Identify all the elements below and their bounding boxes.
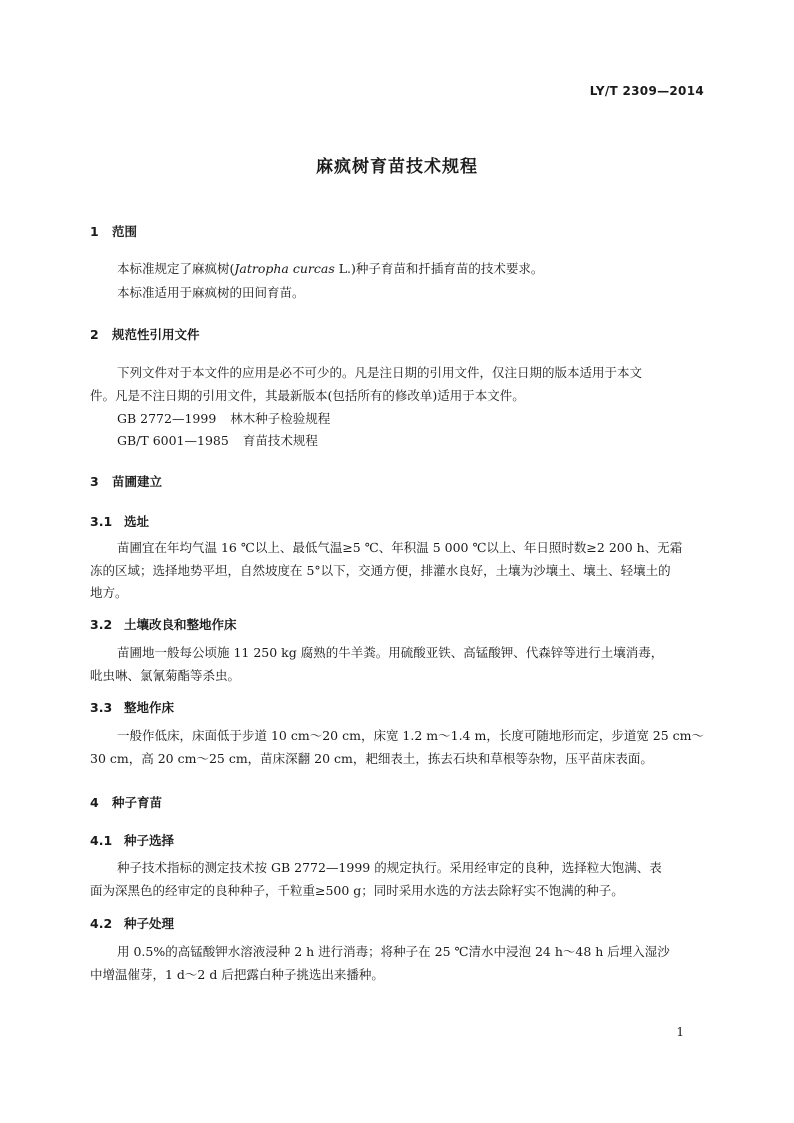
bed-preparation-paragraph: 一般作低床，床面低于步道 10 cm～20 cm，床宽 1.2 m～1.4 m，长度可随地形而定，步道宽 25 cm～ 30 cm，高 20 cm～25 cm，苗床深翻 20 cm，耙细表土，拣去石块和草根等杂物，压平苗床表面。 bbox=[90, 728, 705, 766]
subsection-4-2-heading: 4.2 种子处理 bbox=[90, 916, 175, 931]
section-title: 范围 bbox=[112, 224, 138, 239]
subsection-4-1-heading: 4.1 种子选择 bbox=[90, 833, 175, 848]
soil-improvement-paragraph: 苗圃地一般每公顷施 11 250 kg 腐熟的牛羊粪。用硫酸亚铁、高锰酸钾、代森锌等进行土壤消毒， 吡虫啉、氯氰菊酯等杀虫。 bbox=[90, 645, 664, 683]
scope-paragraph-1: 本标准规定了麻疯树(Jatropha curcas L.)种子育苗和扦插育苗的技术要求。 bbox=[117, 261, 544, 276]
section-2-heading: 2 规范性引用文件 bbox=[90, 327, 200, 342]
seed-selection-paragraph: 种子技术指标的测定技术按 GB 2772—1999 的规定执行。采用经审定的良种，选择粒大饱满、表 面为深黑色的经审定的良种种子，千粒重≥500 g；同时采用水选的方法去除籽实不饱满的种子。 bbox=[90, 860, 662, 898]
species-latin-name: Jatropha curcas bbox=[234, 261, 335, 276]
subsection-3-3-heading: 3.3 整地作床 bbox=[90, 700, 175, 715]
document-title: 麻疯树育苗技术规程 bbox=[316, 157, 478, 177]
site-selection-paragraph: 苗圃宜在年均气温 16 ℃以上、最低气温≥5 ℃、年积温 5 000 ℃以上、年日照时数≥2 200 h、无霜 冻的区域；选择地势平坦，自然坡度在 5°以下，交通方便，排灌水良好，土壤为沙壤土、壤土、轻壤土的 地方。 bbox=[90, 540, 683, 600]
seed-treatment-paragraph: 用 0.5%的高锰酸钾水溶液浸种 2 h 进行消毒；将种子在 25 ℃清水中浸泡 24 h～48 h 后埋入湿沙 中增温催芽，1 d～2 d 后把露白种子挑选出来播种。 bbox=[90, 944, 670, 982]
subsection-3-2-heading: 3.2 土壤改良和整地作床 bbox=[90, 617, 237, 632]
reference-item: GB 2772—1999 林木种子检验规程 bbox=[117, 411, 331, 426]
subsection-3-1-heading: 3.1 选址 bbox=[90, 514, 150, 529]
section-1-heading bbox=[90, 222, 137, 240]
references-paragraph: 下列文件对于本文件的应用是必不可少的。凡是注日期的引用文件，仅注日期的版本适用于本文 件。凡是不注日期的引用文件，其最新版本(包括所有的修改单)适用于本文件。 bbox=[90, 365, 643, 403]
standard-code: LY/T 2309—2014 bbox=[589, 84, 704, 98]
page-number: 1 bbox=[676, 1025, 684, 1039]
section-number: 1 bbox=[90, 224, 99, 239]
reference-item: GB/T 6001—1985 育苗技术规程 bbox=[117, 433, 318, 448]
section-4-heading: 4 种子育苗 bbox=[90, 795, 163, 810]
scope-paragraph-2: 本标准适用于麻疯树的田间育苗。 bbox=[117, 285, 305, 300]
section-3-heading: 3 苗圃建立 bbox=[90, 474, 163, 489]
